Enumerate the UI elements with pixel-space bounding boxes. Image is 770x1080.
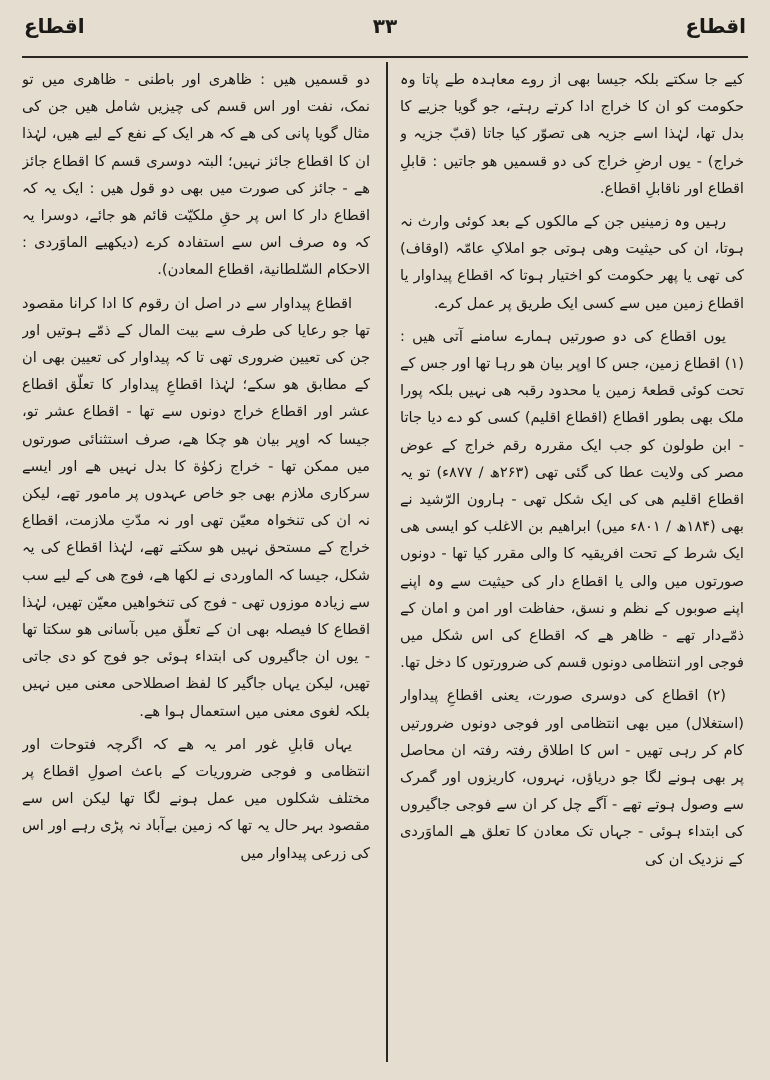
left-paragraph-3: یہاں قابلِ غور امر یہ ھے کہ اگرچہ فتوحات اور انتظامی و فوجی ضروریات کے باعث اصولِ اقطاع پر مختلف شکلوں میں عمل ہونے لگا تھا لیکن اس سے مقصود بہر حال یہ تھا کہ زمین بےآباد نہ پڑی رہے اور اس کی زرعی پیداوار میں [22,735,370,862]
left-paragraph-2: اقطاع پیداوار سے در اصل ان رقوم کا ادا کرانا مقصود تھا جو رعایا کی طرف سے بیت المال کے ذمّے ہوتیں اور جن کی تعیین ضروری تھی تا کہ پیداوار کی تعیین بھی ان کے مطابق ھو سکے؛ لہٰذا اقطاعِ پیداوار کا تعلّق اقطاع عشر اور اقطاع خراج دونوں سے تھا - اقطاع عشر تو، جیسا کہ اوپر بیان ھو چکا ھے، صرف استثنائی صورتوں میں ممکن تھا - خراج زکوٰة کا بدل نہیں ھے اور ایسے سرکاری ملازم بھی جو خاص عہدوں پر مامور تھے، لیکن نہ ان کی تنخواہ معیّن تھی اور نہ مدّتِ ملازمت، اقطاع خراج کے مستحق نہیں ھو سکتے تھے، لہٰذا اقطاع کی یہ شکل، جیسا کہ الماوردی نے لکھا ھے، فوج ھی کے لیے سب سے زیادہ موزوں تھی - فوج کی تنخواھیں معیّن تھیں، لہٰذا اقطاع کا فیصلہ بھی ان کے تعلّق میں بآسانی ھو سکتا تھا - یوں ان جاگیروں کی ابتداء ہوئی جو فوج کو دی جاتی تھیں، لیکن یہاں جاگیر کا لفظ اصطلاحی معنی میں نہیں بلکہ لغوی معنی میں استعمال ہوا ھے. [22,294,370,720]
right-paragraph-4: (۲) اقطاع کی دوسری صورت، یعنی اقطاعِ پیداوار (استغلال) میں بھی انتظامی اور فوجی دونوں ضرورتیں کام کر رہی تھیں - اس کا اطلاق رفتہ رفتہ ان محاصل پر بھی ہونے لگا جو دریاؤں، نہروں، کاریزوں اور گمرک سے وصول ہوتے تھے - آگے چل کر ان سے فوجی جاگیروں کی ابتداء ہوئی - جہاں تک معادن کا تعلق ھے الماوَردی کے نزدیک ان کی [400,687,744,868]
header-rule [22,56,748,58]
left-column [22,66,370,1060]
right-paragraph-3: یوں اقطاع کی دو صورتیں ہمارے سامنے آتی ھیں : (۱) اقطاع زمین، جس کا اوپر بیان ھو رہا تھا اور جس کے تحت کوئی قطعۂ زمین یا محدود رقبہ ھی نہیں بلکہ پورا ملک بھی بطور اقطاع (اقطاع اقلیم) کسی کو دے دیا جاتا - ابن طولون کو جب ایک مقررہ رقم خراج کے عوض مصر کی ولایت عطا کی گئی تھی (۲۶۳ھ / ۸۷۷ء) تو یہ اقطاع اقلیم ھی کی ایک شکل تھی - ہارون الرّشید نے بھی (۱۸۴ھ / ۸۰۱ء میں) ابراھیم بن الاغلب کو ایسی ھی ایک شرط کے تحت افریقیہ کا والی مقرر کیا تھا - دونوں صورتوں میں والی یا اقطاع دار کی حیثیت سے وہ اپنے اپنے صوبوں کے نظم و نسق، حفاظت اور امن و امان کے ذمّےدار تھے - ظاھر ھے کہ اقطاع کی اس شکل میں فوجی اور انتظامی دونوں قسم کی ضرورتوں کا دخل تھا. [400,327,744,672]
column-divider [386,62,388,1062]
right-column [400,66,744,1060]
page-header [24,14,746,54]
running-title-right: اقطاع [685,14,746,38]
page-number: ۳۳ [372,14,398,38]
left-paragraph-1: دو قسمیں ھیں : ظاھری اور باطنی - ظاھری میں تو نمک، نفت اور اس قسم کی چیزیں شامل ھیں جن کی مثال گویا پانی کی ھے کہ ھر ایک کے نفع کے لیے ھیں، لہٰذا ان کا اقطاع جائز نہیں؛ البتہ دوسری قسم کا اقطاع جائز ھے - جائز کی صورت میں بھی دو قول ھیں : ایک یہ کہ اقطاع دار کا اس پر حقِ ملکیّت قائم ھو جائے، دوسرا یہ کہ وہ صرف اس سے استفادہ کرے (دیکھیے الماوَردی : الاحکام السّلطانیة، اقطاع المعادن). [22,71,370,279]
right-paragraph-1: کیے جا سکتے بلکہ جیسا بھی از روے معاہدہ طے پاتا وہ حکومت کو ان کا خراج ادا کرتے رہتے، جو گویا جزیے کا بدل تھا، لہٰذا اسے جزیہ ھی تصوّر کیا جاتا (قبّ جزیہ و خراج) - یوں ارضِ خراج کی دو قسمیں ھو جاتیں : قابلِ اقطاع اور ناقابلِ اقطاع. [400,71,744,197]
right-paragraph-2: رہیں وہ زمینیں جن کے مالکوں کے بعد کوئی وارث نہ ہوتا، ان کی حیثیت وھی ہوتی جو املاکِ عامّہ (اوقاف) کی تھی یا پھر حکومت کو اختیار ہوتا کہ اقطاع پیداوار یا اقطاع زمین میں سے کسی ایک طریق پر عمل کرے. [400,213,744,312]
running-title-left: اقطاع [24,14,85,38]
